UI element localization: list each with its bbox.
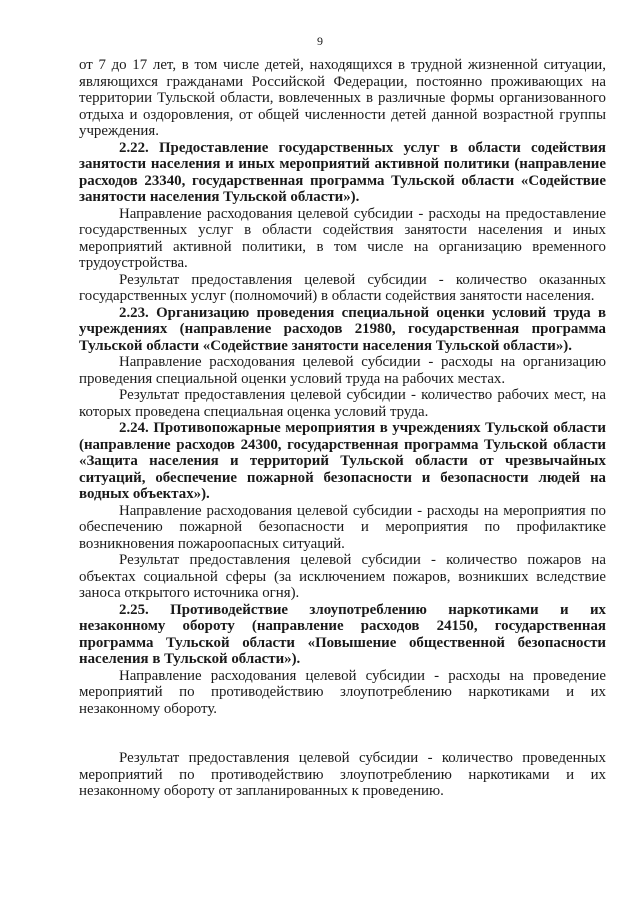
paragraph-result-2-25: Результат предоставления целевой субсидии - количество проведенных мероприятий по противодействию злоупотреблению наркотиками и их незаконному обороту от запланированных к проведению. [79,750,606,799]
page-number: 9 [317,34,323,48]
section-heading-2-24: 2.24. Противопожарные мероприятия в учреждениях Тульской области (направление расходов 24300, государственная программа Тульской области «Защита населения и территорий Тульской области от чрезвычайных ситуаций, обеспечение пожарной безопасности и безопасности людей на водных объектах»). [79,420,606,502]
paragraph-direction-2-23: Направление расходования целевой субсидии - расходы на организацию проведения специальной оценки условий труда на рабочих местах. [79,354,606,387]
paragraph-direction-2-25: Направление расходования целевой субсидии - расходы на проведение мероприятий по противодействию злоупотреблению наркотиками и их незаконному обороту. [79,667,606,717]
paragraph-result-2-23: Результат предоставления целевой субсидии - количество рабочих мест, на которых проведена специальная оценка условий труда. [79,387,606,420]
paragraph-direction-2-22: Направление расходования целевой субсидии - расходы на предоставление государственных услуг в области содействия занятости населения и иных мероприятий активной политики, в том числе на организацию временного трудоустройства. [79,205,606,271]
paragraph-continuation: от 7 до 17 лет, в том числе детей, находящихся в трудной жизненной ситуации, являющихся гражданами Российской Федерации, постоянно проживающих на территории Тульской области, вовлеченных в различные формы организованного отдыха и оздоровления, от общей численности детей данной возрастной группы учреждения. [79,57,606,139]
paragraph-result-2-24: Результат предоставления целевой субсидии - количество пожаров на объектах социальной сферы (за исключением пожаров, возникших вследствие заноса открытого источника огня). [79,552,606,601]
document-body [79,57,606,800]
section-heading-2-22: 2.22. Предоставление государственных услуг в области содействия занятости населения и иных мероприятий активной политики (направление расходов 23340, государственная программа Тульской области «Содействие занятости населения Тульской области»). [79,139,606,205]
section-heading-2-25: 2.25. Противодействие злоупотреблению наркотиками и их незаконному обороту (направление расходов 24150, государственная программа Тульской области «Повышение общественной безопасности населения в Тульской области»). [79,601,606,667]
section-heading-2-23: 2.23. Организацию проведения специальной оценки условий труда в учреждениях (направление расходов 21980, государственная программа Тульской области «Содействие занятости населения Тульской области»). [79,304,606,354]
paragraph-result-2-22: Результат предоставления целевой субсидии - количество оказанных государственных услуг (полномочий) в области содействия занятости населения. [79,271,606,304]
paragraph-direction-2-24: Направление расходования целевой субсидии - расходы на мероприятия по обеспечению пожарной безопасности и мероприятия по профилактике возникновения пожароопасных ситуаций. [79,502,606,552]
